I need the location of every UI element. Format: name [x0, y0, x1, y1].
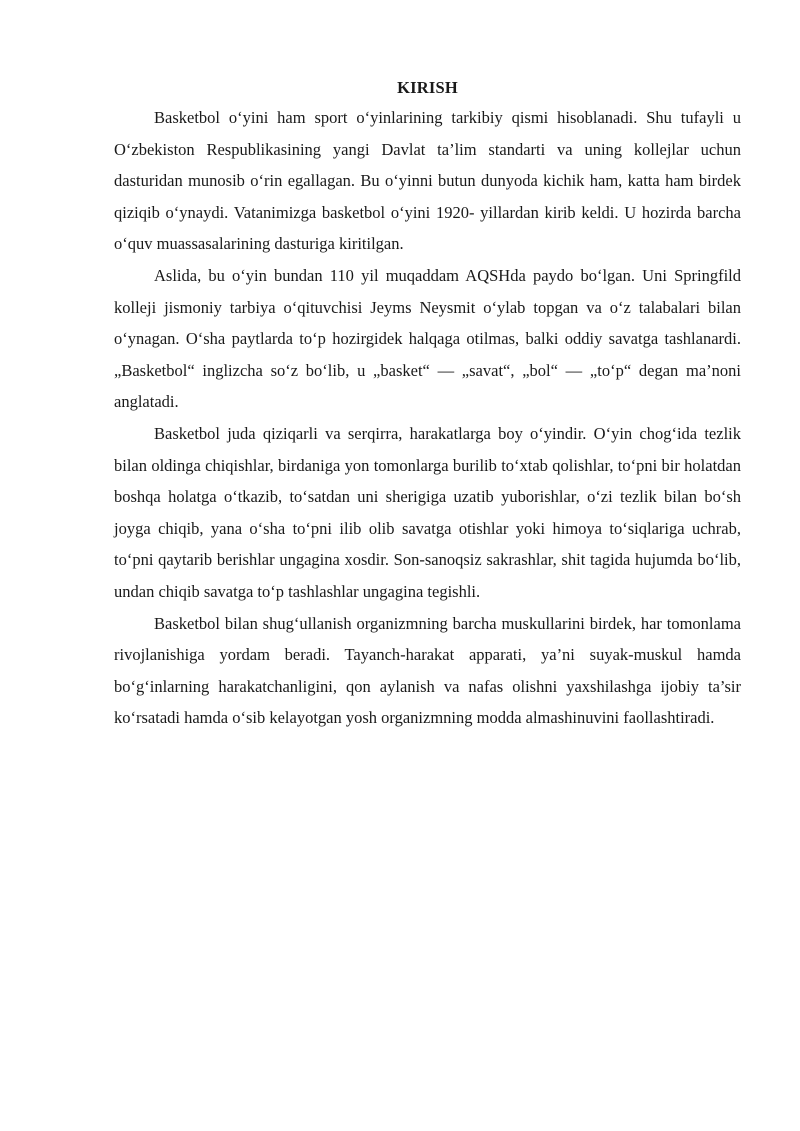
document-title: KIRISH: [397, 78, 458, 97]
document-body: [114, 74, 741, 734]
paragraph-4: Basketbol bilan shug‘ullanish organizmning barcha muskullarini birdek, har tomonlama rivojlanishiga yordam beradi. Tayanch-harakat apparati, ya’ni suyak-muskul hamda bo‘g‘inlarning harakatchanligini, qon aylanish va nafas olishni yaxshilashga ijobiy ta’sir ko‘rsatadi hamda o‘sib kelayotgan yosh organizmning modda almashinuvini faollashtiradi.: [114, 613, 741, 728]
paragraph-3: Basketbol juda qiziqarli va serqirra, harakatlarga boy o‘yindir. O‘yin chog‘ida tezlik bilan oldinga chiqishlar, birdaniga yon tomonlarga burilib to‘xtab qolishlar, to‘pni bir holatdan boshqa holatga o‘tkazib, to‘satdan uni sherigiga uzatib yuborishlar, o‘zi tezlik bilan bo‘sh joyga chiqib, yana o‘sha to‘pni ilib olib savatga otishlar yoki himoya to‘siqlariga uchrab, to‘pni qaytarib berishlar ungagina xosdir. Son-sanoqsiz sakrashlar, shit tagida hujumda bo‘lib, undan chiqib savatga to‘p tashlashlar ungagina tegishli.: [114, 423, 741, 601]
paragraph-1: Basketbol o‘yini ham sport o‘yinlarining tarkibiy qismi hisoblanadi. Shu tufayli u O‘zbekiston Respublikasining yangi Davlat ta’lim standarti va uning kollejlar uchun dasturidan munosib o‘rin egallagan. Bu o‘yinni butun dunyoda kichik ham, katta ham birdek qiziqib o‘ynaydi. Vatanimizga basketbol o‘yini 1920- yillardan kirib keldi. U hozirda barcha o‘quv muassasalarining dasturiga kiritilgan.: [114, 108, 741, 254]
paragraph-2: Aslida, bu o‘yin bundan 110 yil muqaddam AQSHda paydo bo‘lgan. Uni Springfild kolleji jismoniy tarbiya o‘qituvchisi Jeyms Neysmit o‘ylab topgan va o‘z talabalari bilan o‘ynagan. O‘sha paytlarda to‘p hozirgidek halqaga otilmas, balki oddiy savatga tashlanardi. „Basketbol“ inglizcha so‘z bo‘lib, u „basket“ — „savat“, „bol“ — „to‘p“ degan ma’noni anglatadi.: [114, 265, 741, 412]
